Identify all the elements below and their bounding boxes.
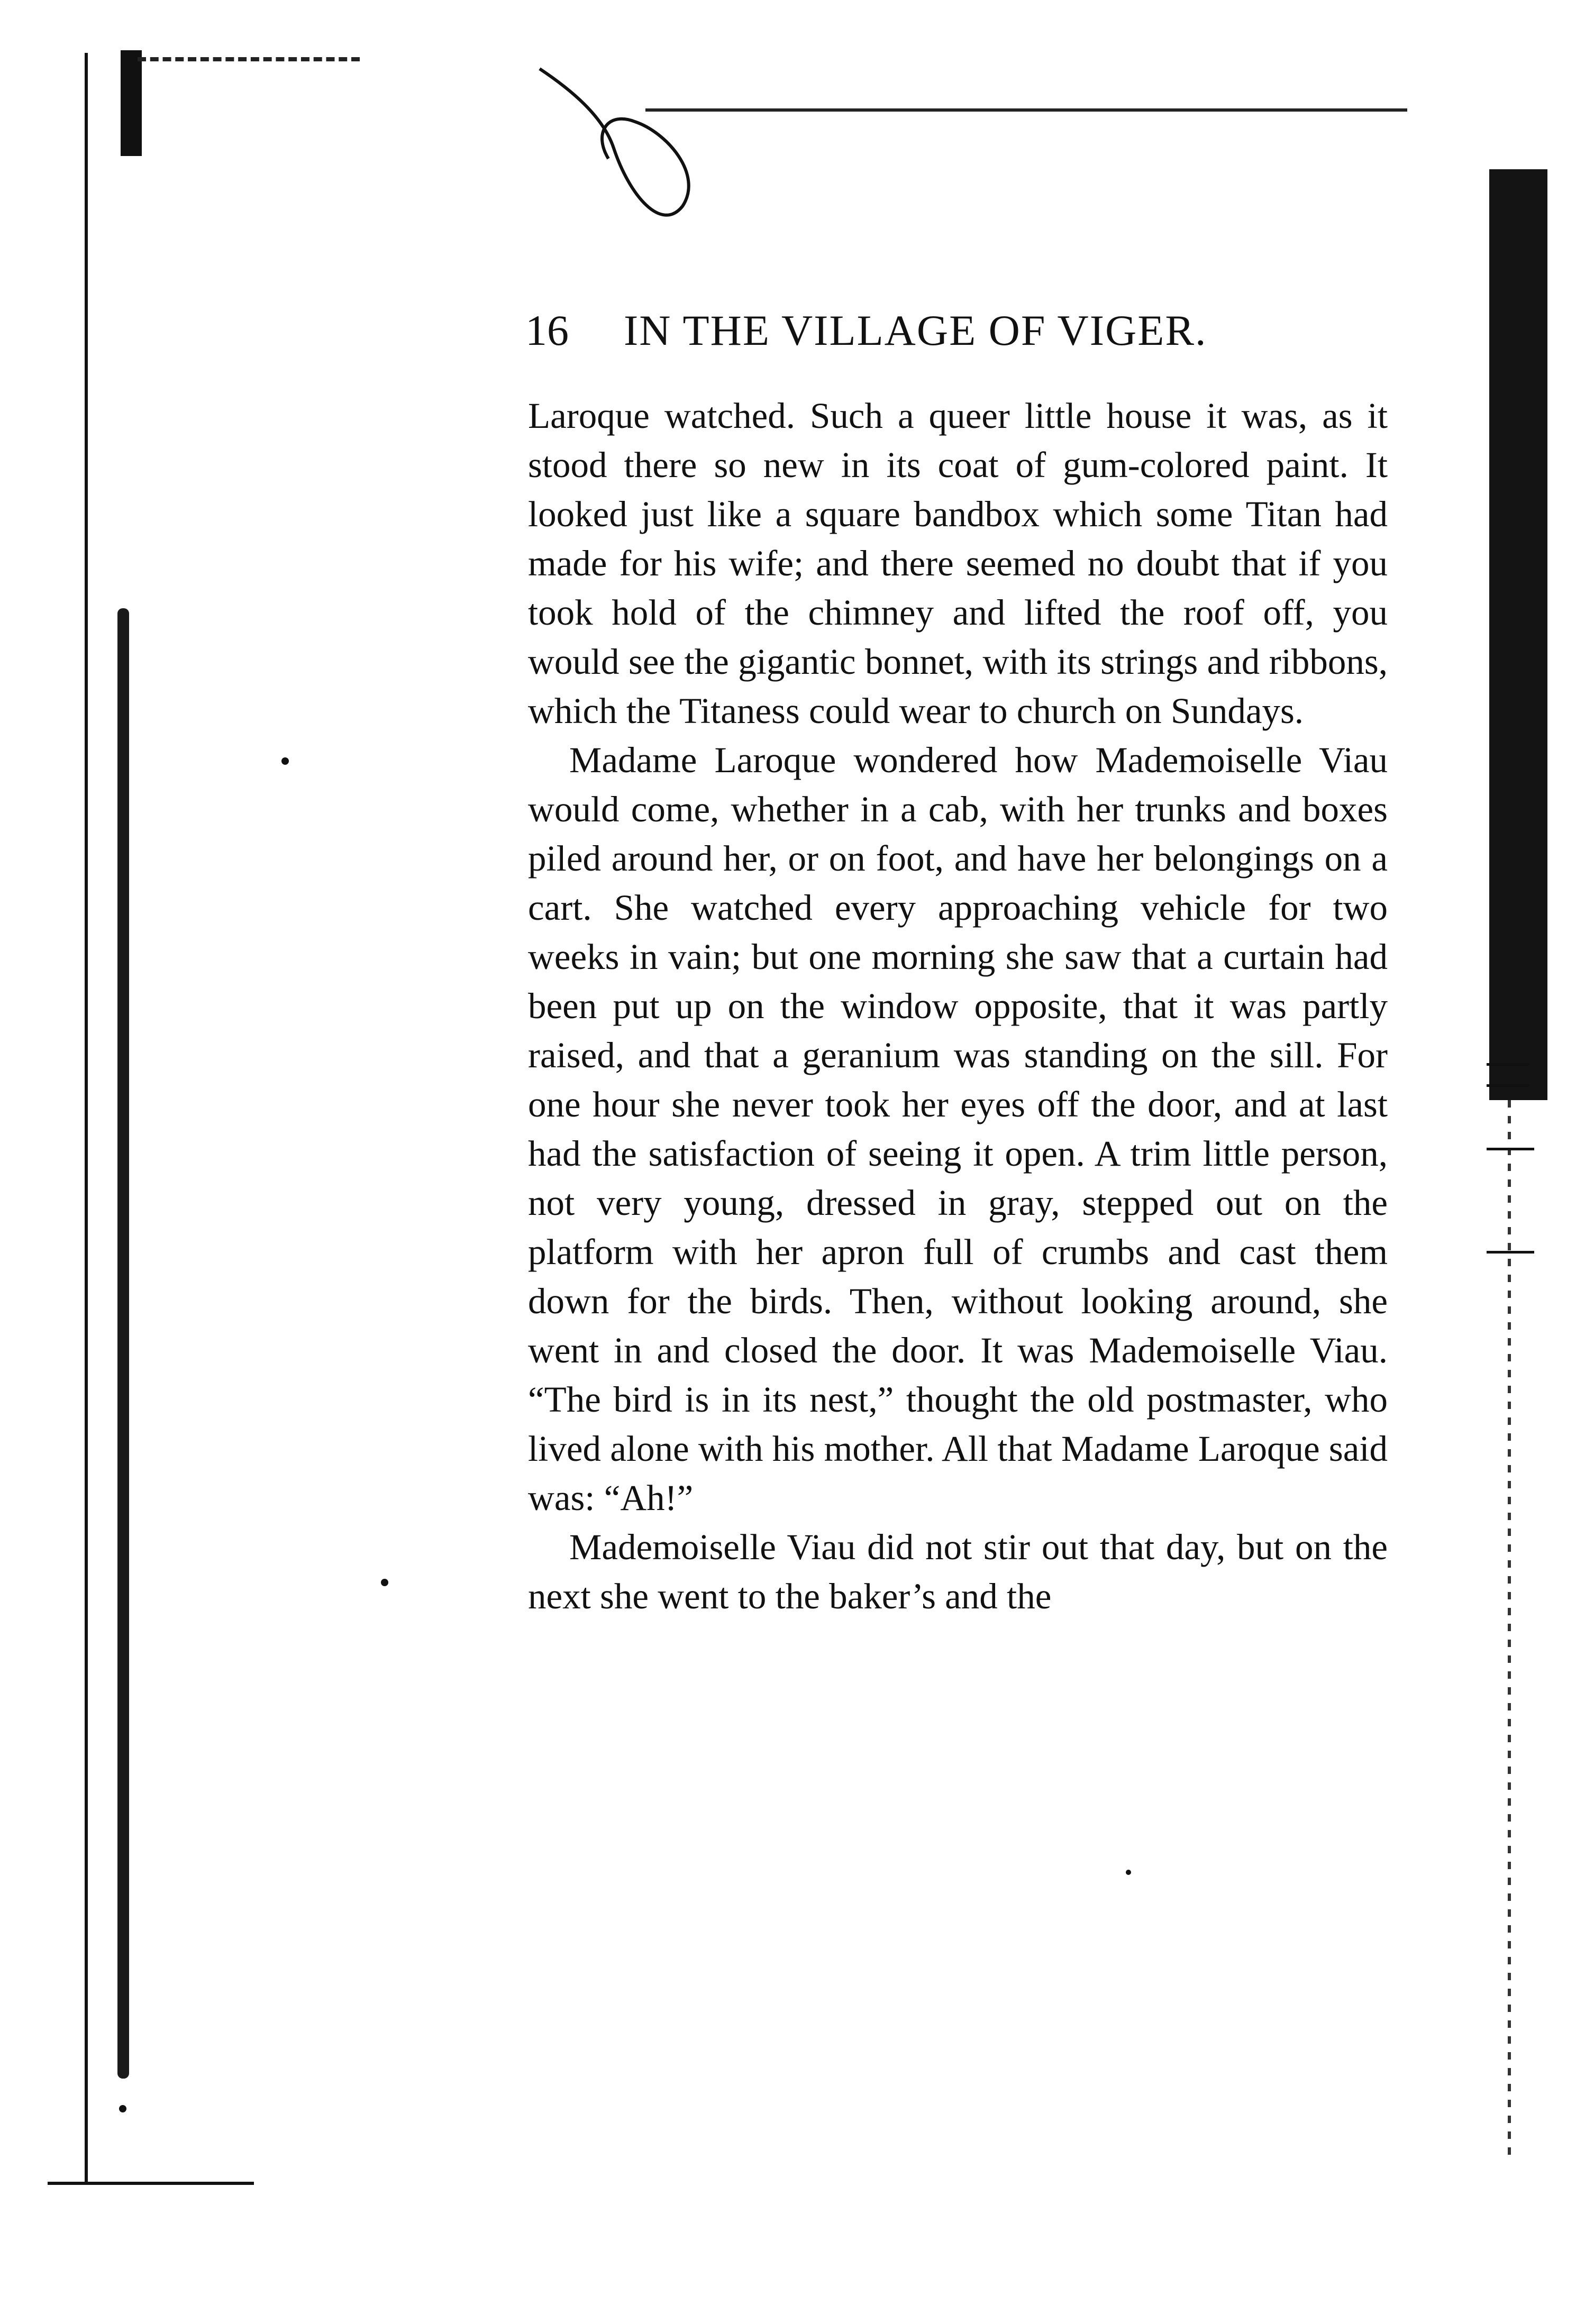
scan-edge-right-mark — [1487, 1148, 1534, 1150]
body-text — [528, 391, 1388, 1621]
scan-bottom-rule — [48, 2182, 254, 2185]
page-header — [525, 301, 1303, 360]
scan-speck — [1126, 1870, 1131, 1875]
paragraph: Laroque watched. Such a queer little house it was, as it stood there so new in its coat of gum-colored paint. It looked just like a square bandbox which some Titan had made for his wife; and there seemed no doubt that if you took hold of the chimney and lifted the roof off, you would see the gigantic bonnet, with its strings and ribbons, which the Titaness could wear to church on Sundays. — [528, 396, 1388, 731]
scan-speck — [119, 2105, 126, 2112]
scan-speck — [381, 1579, 388, 1586]
running-title: IN THE VILLAGE OF VIGER. — [624, 306, 1207, 354]
scan-edge-left — [85, 53, 88, 2184]
scan-top-rule-left — [138, 57, 360, 61]
paragraph: Mademoiselle Viau did not stir out that day, but on the next she went to the baker’s and the — [528, 1527, 1388, 1616]
scan-edge-right-mark — [1487, 1063, 1529, 1066]
paragraph: Madame Laroque wondered how Mademoiselle Viau would come, whether in a cab, with her trunks and boxes piled around her, or on foot, and have her belongings on a cart. She watched every approaching vehicle for two weeks in vain; but one morning she saw that a curtain had been put up on the window opposite, that it was partly raised, and that a geranium was standing on the sill. For one hour she never took her eyes off the door, and at last had the satisfaction of seeing it open. A trim little person, not very young, dressed in gray, stepped out on the platform with her apron full of crumbs and cast them down for the birds. Then, without looking around, she went in and closed the door. It was Mademoiselle Viau. “The bird is in its nest,” thought the old postmaster, who lived alone with his mother. All that Madame Laroque said was: “Ah!” — [528, 740, 1388, 1518]
scan-top-rule-right — [645, 108, 1407, 112]
scan-edge-right-mark — [1487, 1251, 1534, 1254]
scan-speck — [281, 757, 289, 765]
page-number: 16 — [525, 306, 569, 354]
scan-edge-right — [1489, 169, 1547, 1100]
scan-corner-mark — [121, 50, 142, 156]
ink-loop-mark — [529, 58, 698, 238]
scan-shadow-left — [117, 608, 129, 2079]
scan-edge-right-dashes — [1508, 1100, 1511, 2158]
scan-edge-right-mark — [1487, 1084, 1529, 1087]
